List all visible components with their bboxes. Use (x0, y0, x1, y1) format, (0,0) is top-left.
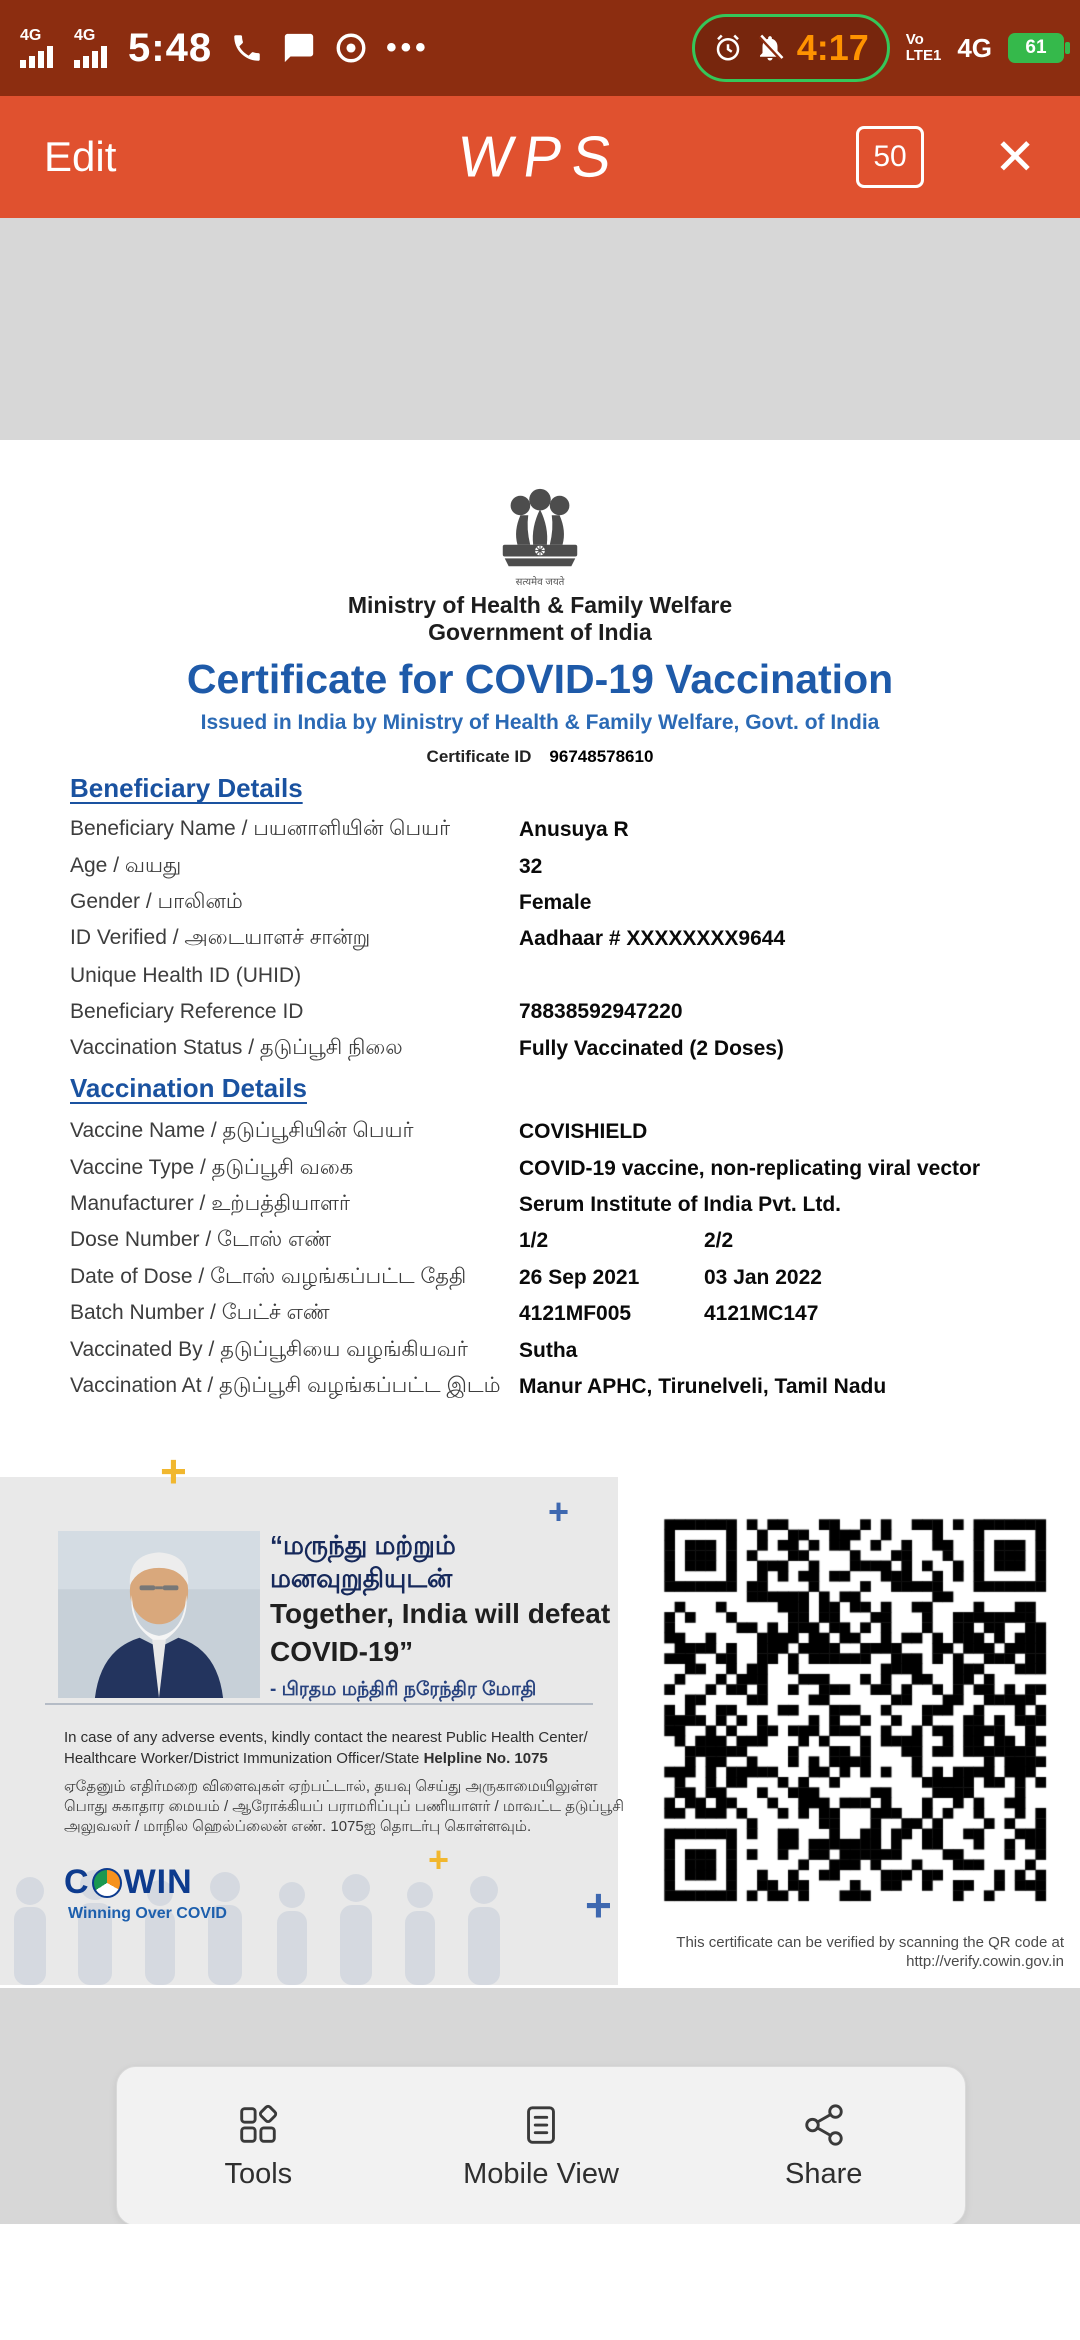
footer-banner (0, 1477, 1080, 1985)
table-row: Gender / பாலினம் Female (70, 889, 592, 914)
plus-decoration-icon: + (160, 1445, 187, 1497)
signal-sim1: 4G (20, 28, 56, 68)
certificate-id-line (0, 746, 1080, 768)
mobile-view-icon (518, 2102, 564, 2148)
signal-sim2: 4G (74, 28, 110, 68)
volte-indicator: Vo LTE1 (905, 31, 942, 64)
page-count-button[interactable]: 50 (856, 126, 924, 188)
quote-block (270, 1529, 610, 1703)
quote-attribution: - பிரதம மந்திரி நரேந்திர மோதி (270, 1679, 537, 1700)
screen-recorder-pill[interactable] (692, 14, 890, 82)
table-row: Age / வயது 32 (70, 853, 543, 878)
adverse-events-notice-ta: ஏதேனும் எதிர்மறை விளைவுகள் ஏற்பட்டால், தயவு செய்து அருகாமையிலுள்ள பொது சுகாதார மையம் / ஆரோக்கியப் பராமரிப்புப் பணியாளர் / மாவட்ட தடுப்பூசி அலுவலர் / மாநில ஹெல்ப்லைன் எண். 1075ஐ தொடர்பு கொள்ளவும். (64, 1778, 624, 1835)
emblem-motto: सत्यमेव जयते (515, 577, 565, 588)
document-viewport[interactable] (0, 218, 1080, 2224)
cowin-globe-icon (92, 1868, 122, 1898)
tools-grid-icon (235, 2102, 281, 2148)
cowin-logo: C WIN (64, 1863, 193, 1901)
close-button[interactable]: ✕ (994, 129, 1036, 185)
edit-button[interactable]: Edit (44, 133, 117, 180)
table-row: Unique Health ID (UHID) (70, 963, 302, 987)
table-row: Batch Number / பேட்ச் எண் 4121MF005 4121MC147 (70, 1301, 819, 1326)
pm-photo (56, 1531, 262, 1698)
app-header (0, 96, 1080, 218)
tool-label: Tools (224, 2157, 293, 2190)
plus-decoration-icon: + (548, 1491, 570, 1532)
mobile-view-button[interactable] (400, 2067, 683, 2225)
certificate-subtitle: Issued in India by Ministry of Health & Family Welfare, Govt. of India (200, 711, 880, 734)
qr-code-container (646, 1501, 1064, 1919)
india-emblem (490, 482, 590, 578)
qr-code (654, 1509, 1056, 1911)
wps-logo: WPS (454, 124, 626, 190)
certificate-page (0, 440, 1080, 1988)
quote-tamil-line1: “மருந்து மற்றும் (270, 1530, 456, 1560)
adverse-events-notice-en: In case of any adverse events, kindly contact the nearest Public Health Center/ Healthcare Worker/District Immunization Officer/State Helpline No. 1075 (64, 1729, 588, 1767)
alarm-clock-icon (713, 33, 743, 63)
share-icon (801, 2102, 847, 2148)
table-row: Manufacturer / உற்பத்தியாளர் Serum Institute of India Pvt. Ltd. (70, 1191, 842, 1216)
clock-text: 5:48 (128, 25, 213, 70)
phone-icon (230, 31, 264, 65)
signal-bars-icon (74, 46, 110, 68)
table-row: Date of Dose / டோஸ் வழங்கப்பட்ட தேதி 26 Sep 2021 03 Jan 2022 (70, 1264, 822, 1289)
certificate-id-label: Certificate ID (426, 747, 532, 766)
vaccination-rows (0, 1114, 1080, 1405)
table-row: Beneficiary Reference ID 78838592947220 (70, 1000, 683, 1024)
bell-muted-icon (755, 33, 785, 63)
ministry-line2: Government of India (428, 619, 652, 645)
recorder-timer-text: 4:17 (796, 27, 869, 68)
chat-bubble-icon (282, 31, 316, 65)
quote-tamil-line2: மனவுறுதியுடன் (270, 1563, 453, 1593)
plus-decoration-icon: + (428, 1839, 450, 1880)
more-icon: ••• (386, 31, 430, 64)
table-row: Vaccination Status / தடுப்பூசி நிலை Fully Vaccinated (2 Doses) (70, 1035, 784, 1060)
plus-decoration-icon: + (585, 1879, 612, 1931)
quote-english-line1: Together, India will defeat (270, 1598, 611, 1629)
signal-bars-icon (20, 46, 56, 68)
tools-button[interactable] (117, 2067, 400, 2225)
cowin-tagline: Winning Over COVID (68, 1905, 227, 1922)
share-button[interactable] (682, 2067, 965, 2225)
tool-label: Mobile View (463, 2157, 619, 2190)
table-row: Vaccinated By / தடுப்பூசியை வழங்கியவர் Sutha (70, 1337, 578, 1362)
network-type-text: 4G (957, 32, 992, 63)
beneficiary-rows (0, 812, 1080, 1067)
bottom-toolbar (116, 2066, 966, 2226)
battery-icon: 61 (1008, 33, 1064, 63)
vaccination-details-heading: Vaccination Details (70, 1073, 307, 1103)
android-nav-bar (0, 2224, 1080, 2340)
table-row: ID Verified / அடையாளச் சான்று Aadhaar # XXXXXXXX9644 (70, 926, 786, 951)
table-row: Vaccination At / தடுப்பூசி வழங்கப்பட்ட இடம் Manur APHC, Tirunelveli, Tamil Nadu (70, 1373, 887, 1398)
divider (45, 1703, 593, 1705)
qr-caption: This certificate can be verified by scanning the QR code at http://verify.cowin.gov.in (676, 1934, 1064, 1970)
ministry-line1: Ministry of Health & Family Welfare (347, 592, 733, 618)
table-row: Vaccine Type / தடுப்பூசி வகை COVID-19 vaccine, non-replicating viral vector (70, 1155, 980, 1180)
beneficiary-details-heading: Beneficiary Details (70, 773, 303, 803)
status-bar (0, 0, 1080, 96)
table-row: Vaccine Name / தடுப்பூசியின் பெயர் COVISHIELD (70, 1119, 648, 1144)
table-row: Dose Number / டோஸ் எண் 1/2 2/2 (70, 1228, 734, 1253)
browser-icon (334, 31, 368, 65)
helpline-number: Helpline No. 1075 (423, 1750, 548, 1767)
certificate-id-value: 96748578610 (549, 747, 654, 766)
quote-english-line2: COVID-19” (270, 1636, 414, 1667)
table-row: Beneficiary Name / பயனாளியின் பெயர் Anusuya R (70, 817, 629, 842)
tool-label: Share (784, 2157, 863, 2190)
certificate-title: Certificate for COVID-19 Vaccination (186, 656, 894, 702)
